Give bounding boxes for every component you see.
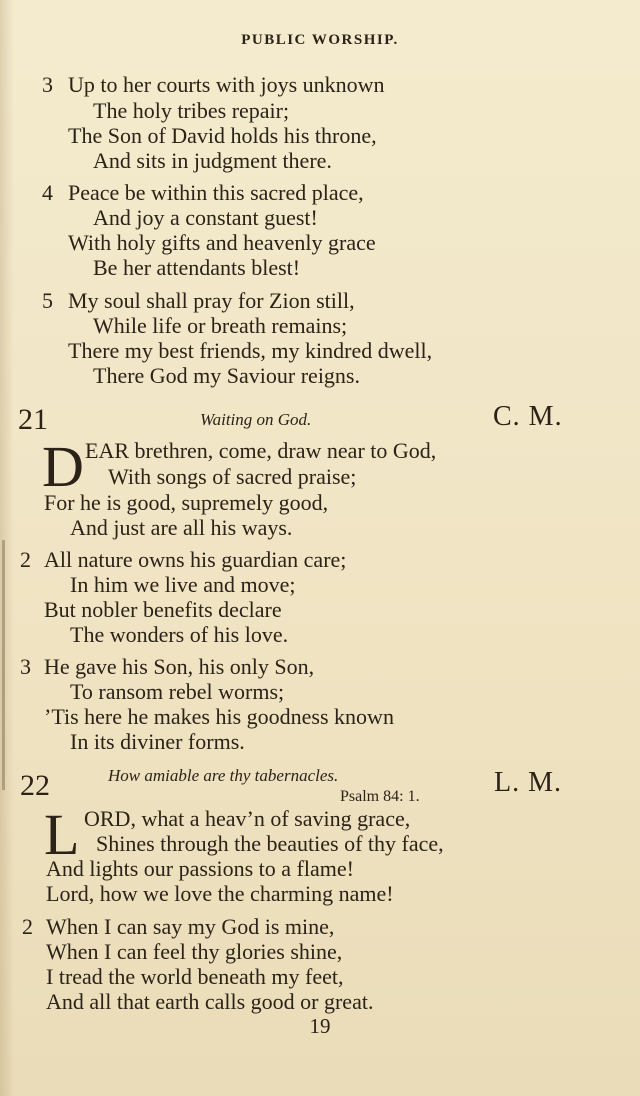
verse-line: Up to her courts with joys unknown [68,72,385,97]
verse-line: There God my Saviour reigns. [93,363,360,388]
verse-line: In its diviner forms. [70,729,245,754]
verse-line: To ransom rebel worms; [70,679,285,704]
hymn-meter: L. M. [494,767,562,798]
verse-line: The Son of David holds his throne, [68,123,377,148]
verse-line: And lights our passions to a flame! [46,856,354,881]
verse-line: When I can feel thy glories shine, [46,939,343,964]
verse-line: And just are all his ways. [70,515,293,540]
verse-number: 3 [20,654,31,679]
verse-number: 4 [42,180,53,205]
verse-line: For he is good, supremely good, [44,490,329,515]
verse-number: 2 [20,547,31,572]
running-header: PUBLIC WORSHIP. [241,32,399,48]
hymn-number: 22 [20,769,50,802]
verse-line: The holy tribes repair; [93,98,290,123]
verse-line: ’Tis here he makes his goodness known [44,704,394,729]
scripture-reference: Psalm 84: 1. [340,788,420,805]
hymn-title: Waiting on God. [200,410,312,429]
verse-line: In him we live and move; [70,572,296,597]
verse-line: There my best friends, my kindred dwell, [68,338,433,363]
verse-line: My soul shall pray for Zion still, [68,288,355,313]
verse-line: And joy a constant guest! [93,205,318,230]
verse-line: The wonders of his love. [70,622,289,647]
verse-number: 2 [22,914,33,939]
verse-line: With songs of sacred praise; [108,464,357,489]
verse-line: When I can say my God is mine, [46,914,335,939]
verse-number: 5 [42,288,53,313]
drop-cap: D [42,434,84,499]
verse-line: All nature owns his guardian care; [44,547,347,572]
verse-line: I tread the world beneath my feet, [46,964,344,989]
verse-line: Peace be within this sacred place, [68,180,364,205]
verse-line: Lord, how we love the charming name! [46,881,394,906]
drop-cap: L [44,802,80,867]
margin-edge [2,540,5,790]
hymn-title: How amiable are thy tabernacles. [108,766,339,785]
hymn-meter: C. M. [493,401,563,432]
verse-line: With holy gifts and heavenly grace [68,230,376,255]
verse-line: He gave his Son, his only Son, [44,654,315,679]
verse-line: While life or breath remains; [93,313,348,338]
verse-line: Be her attendants blest! [93,255,301,280]
verse-line: And all that earth calls good or great. [46,989,374,1014]
verse-number: 3 [42,72,53,97]
verse-line: Shines through the beauties of thy face, [96,831,444,856]
verse-line: But nobler benefits declare [44,597,282,622]
verse-line: EAR brethren, come, draw near to God, [85,438,437,463]
page-number: 19 [309,1014,331,1038]
verse-line: And sits in judgment there. [93,148,332,173]
verse-line: ORD, what a heav’n of saving grace, [84,806,411,831]
hymn-number: 21 [18,403,48,436]
